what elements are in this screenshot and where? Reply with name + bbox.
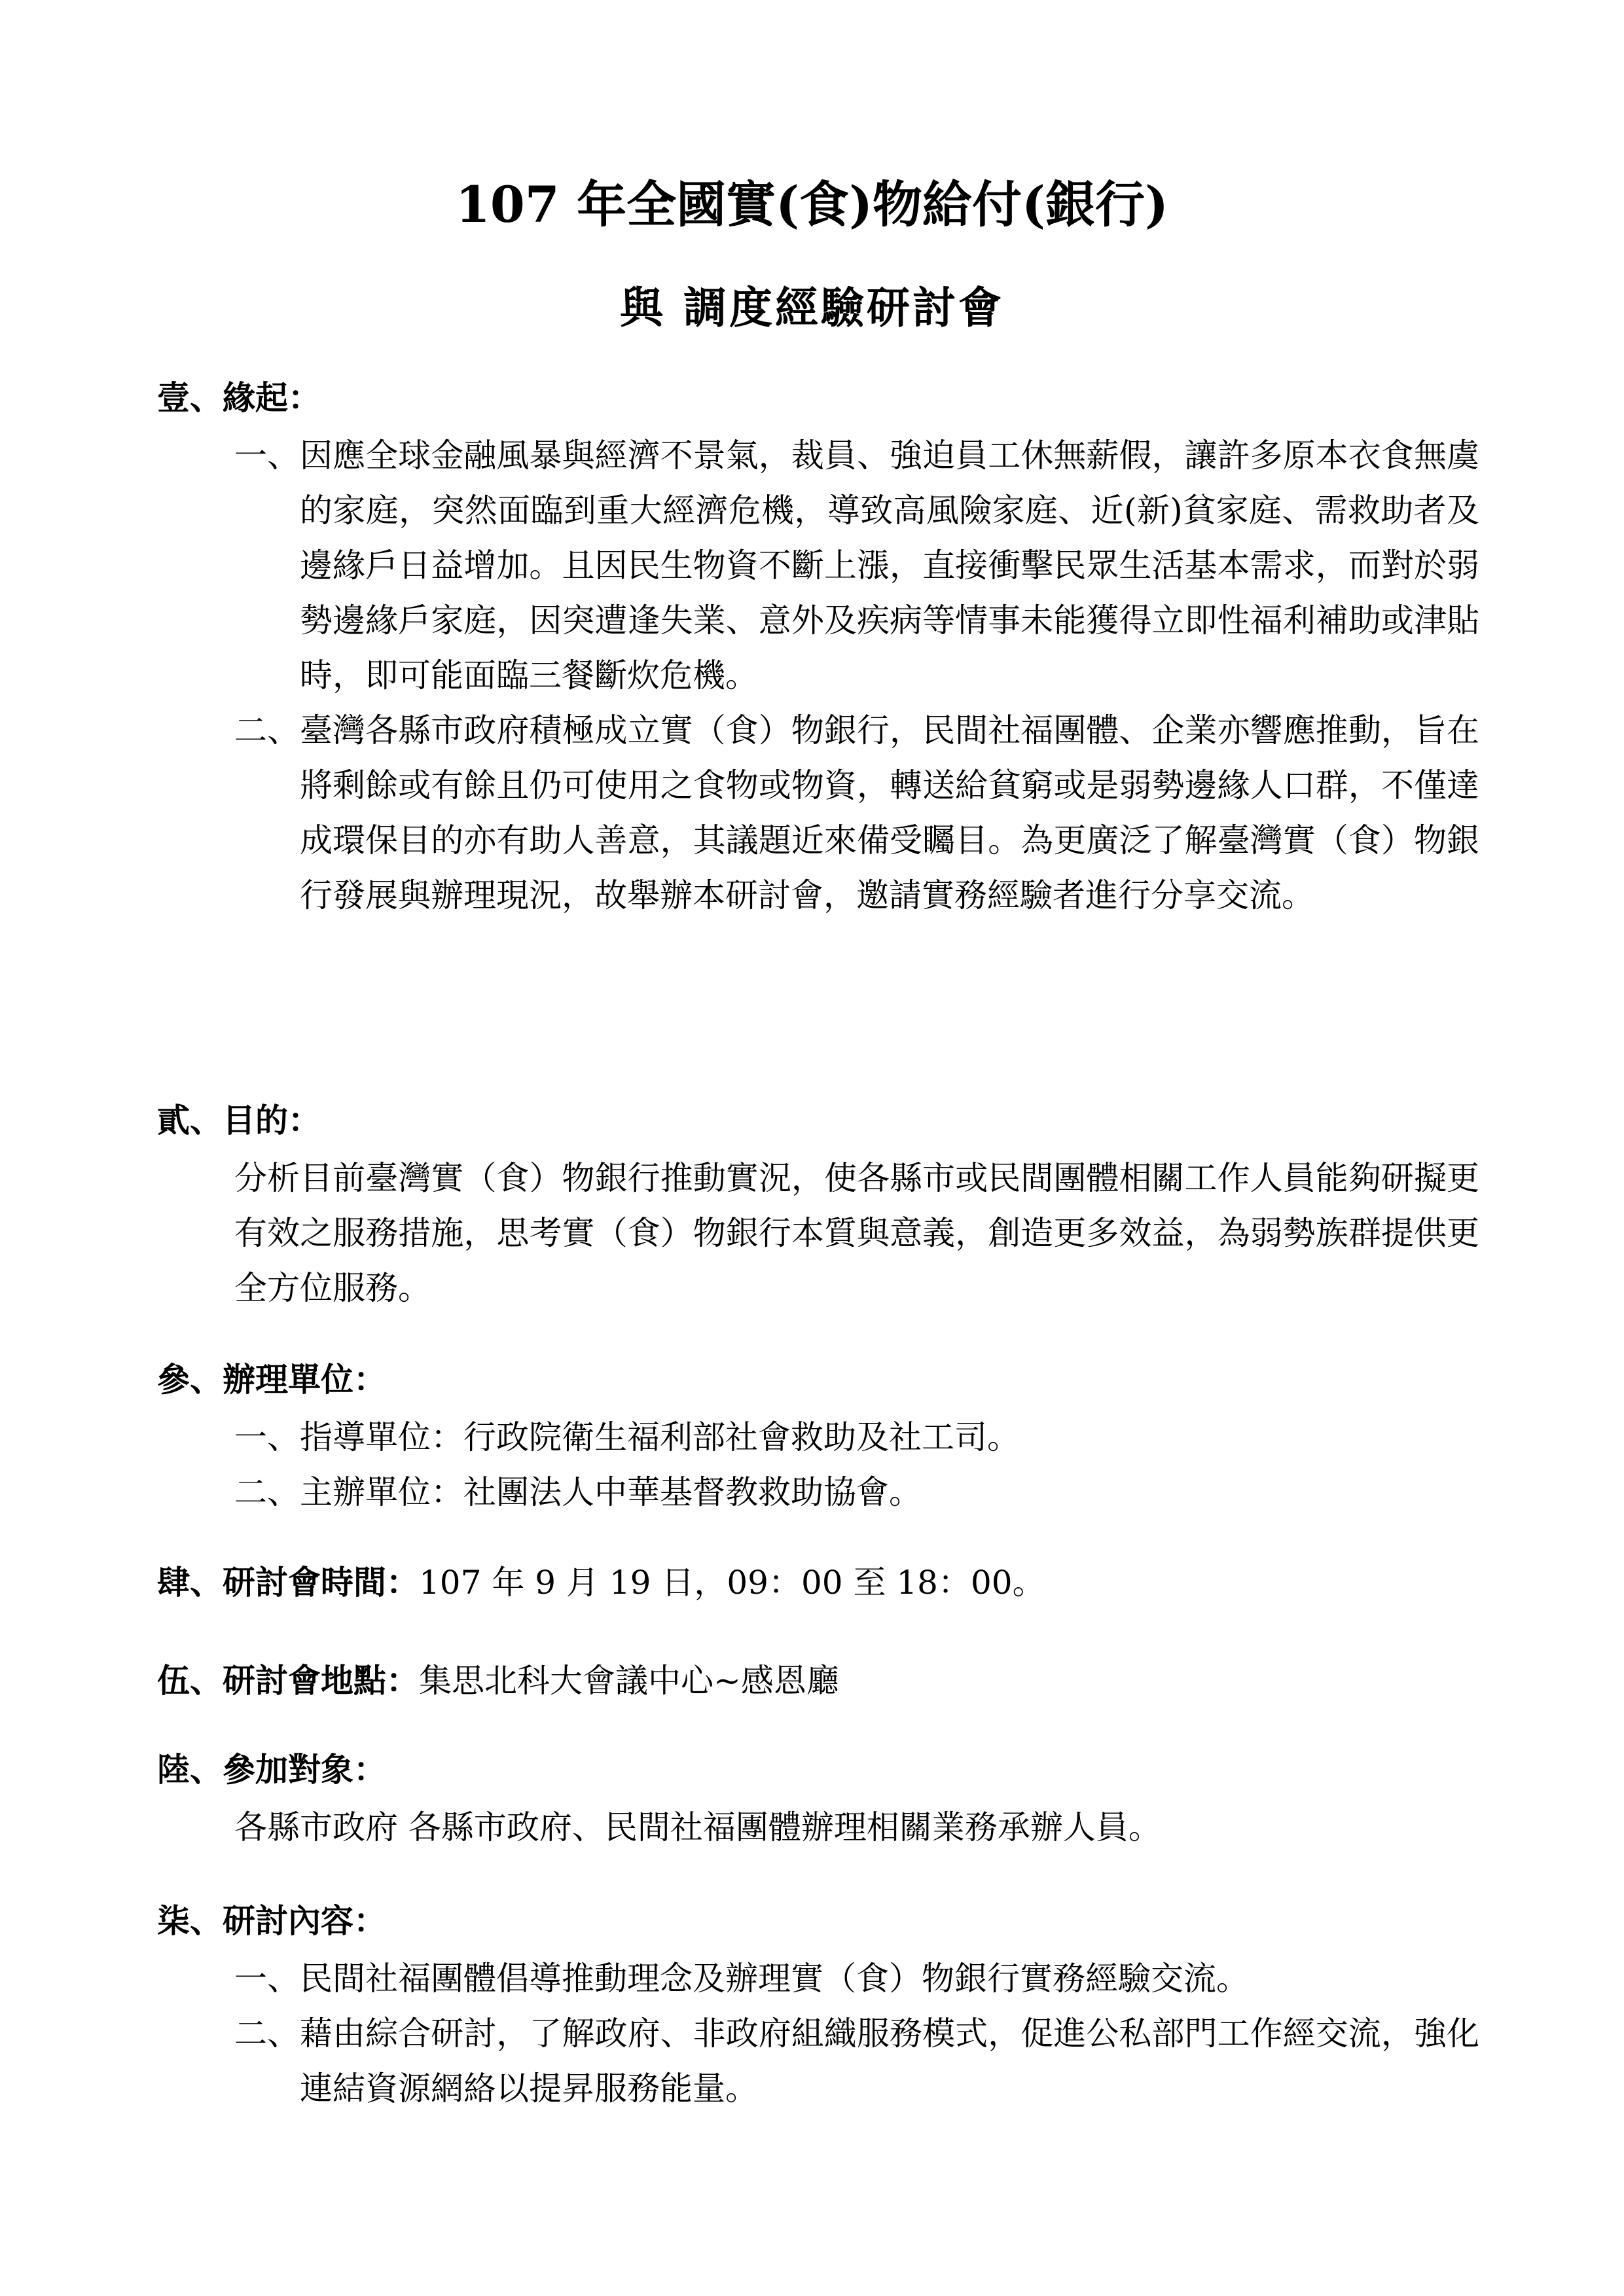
section-heading-participants: 陸、參加對象： — [157, 1750, 386, 1789]
list-item — [234, 1410, 1479, 1465]
list-item-number: 二、 — [234, 1473, 300, 1511]
list-item-text: 因應全球金融風暴與經濟不景氣，裁員、強迫員工休無薪假，讓許多原本衣食無虞的家庭，突然面臨到重大經濟危機，導致高風險家庭、近(新)貧家庭、需救助者及邊緣戶日益增加。且因民生物資不斷上漲，直接衝擊民眾生活基本需求，而對於弱勢邊緣戶家庭，因突遭逢失業、意外及疾病等情事未能獲得立即性福利補助或津貼時，即可能面臨三餐斷炊危機。 — [300, 437, 1479, 694]
section-paragraph: 各縣市政府 各縣市政府、民間社福團體辦理相關業務承辦人員。 — [234, 1808, 1161, 1846]
section-heading-venue — [157, 1655, 1479, 1707]
list-item-number: 二、 — [234, 2015, 300, 2053]
section-heading-time-label: 肆、研討會時間： — [157, 1563, 419, 1602]
section-paragraph: 分析目前臺灣實（食）物銀行推動實況，使各縣市或民間團體相關工作人員能夠研擬更有效之服務措施，思考實（食）物銀行本質與意義，創造更多效益，為弱勢族群提供更全方位服務。 — [234, 1159, 1479, 1307]
section-time — [157, 1556, 1479, 1609]
section-heading-background: 壹、緣起： — [157, 378, 321, 417]
list-item-number: 一、 — [234, 437, 300, 475]
list-item-text: 主辦單位：社團法人中華基督教救助協會。 — [300, 1473, 922, 1511]
event-time-value: 107 年 9 月 19 日，09：00 至 18：00。 — [419, 1564, 1045, 1602]
section-heading-purpose: 貳、目的： — [157, 1101, 321, 1139]
section-participants — [157, 1744, 1479, 1855]
event-venue-value: 集思北科大會議中心~感恩廳 — [419, 1662, 839, 1700]
section-heading-content: 柒、研討內容： — [157, 1901, 386, 1940]
list-item — [234, 1951, 1479, 2006]
section-purpose — [157, 1094, 1479, 1316]
list-item-number: 一、 — [234, 1960, 300, 1998]
list-item — [234, 703, 1479, 923]
section-content — [157, 1895, 1479, 2116]
list-item-text: 民間社福團體倡導推動理念及辦理實（食）物銀行實務經驗交流。 — [300, 1960, 1249, 1998]
list-item-text: 臺灣各縣市政府積極成立實（食）物銀行，民間社福團體、企業亦響應推動，旨在將剩餘或有餘且仍可使用之食物或物資，轉送給貧窮或是弱勢邊緣人口群，不僅達成環保目的亦有助人善意，其議題近來備受矚目。為更廣泛了解臺灣實（食）物銀行發展與辦理現況，故舉辦本研討會，邀請實務經驗者進行分享交流。 — [300, 711, 1479, 914]
list-item — [234, 2006, 1479, 2116]
section-organizers — [157, 1354, 1479, 1520]
list-item-text: 指導單位：行政院衛生福利部社會救助及社工司。 — [300, 1418, 1020, 1456]
section-venue — [157, 1655, 1479, 1707]
section-heading-venue-label: 伍、研討會地點： — [157, 1661, 419, 1700]
list-item-number: 二、 — [234, 711, 300, 749]
list-item-text: 藉由綜合研討，了解政府、非政府組織服務模式，促進公私部門工作經交流，強化連結資源網絡以提昇服務能量。 — [300, 2015, 1479, 2108]
list-item — [234, 1465, 1479, 1520]
document-title-line2: 與 調度經驗研討會 — [620, 282, 1004, 333]
list-item-number: 一、 — [234, 1418, 300, 1456]
section-heading-organizers: 參、辦理單位： — [157, 1360, 386, 1399]
section-background — [157, 372, 1479, 923]
list-item — [234, 428, 1479, 703]
document-title-line1: 107 年全國實(食)物給付(銀行) — [456, 175, 1168, 234]
section-heading-time — [157, 1556, 1479, 1609]
